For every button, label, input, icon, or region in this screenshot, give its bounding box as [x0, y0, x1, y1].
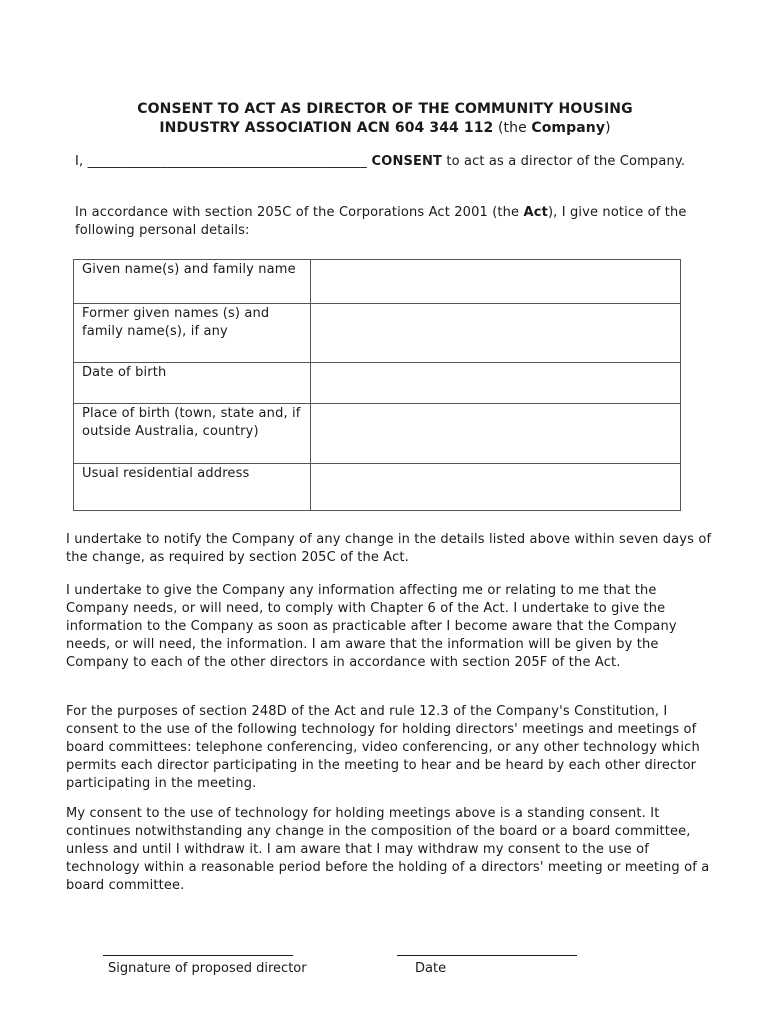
row-label-place-of-birth: Place of birth (town, state and, if outside Australia, country): [74, 404, 311, 464]
row-value-date-of-birth[interactable]: [310, 363, 680, 404]
intro-part-2: ), I give notice of the following personal details:: [75, 205, 687, 238]
row-label-address: Usual residential address: [74, 464, 311, 511]
title-open: (the: [493, 120, 532, 136]
row-value-given-name[interactable]: [310, 260, 680, 304]
information-paragraph: I undertake to give the Company any information affecting me or relating to me that the Company needs, or will need, to comply with Chapter 6 of the Act. I undertake to give the information to the Company as soon as practicable after I become aware that the Company needs, or will need, the information. I am aware that the information will be given by the Company to each of the other directors in accordance with section 205F of the Act.: [66, 583, 677, 670]
title-company: Company: [531, 120, 606, 136]
title-line-1: CONSENT TO ACT AS DIRECTOR OF THE COMMUNITY HOUSING: [137, 101, 633, 117]
technology-paragraph: For the purposes of section 248D of the Act and rule 12.3 of the Company's Constitution, I consent to the use of the following technology for holding directors' meetings and meetings of board committees: telephone conferencing, video conferencing, or any other technology which permits each director participating in the meeting to hear and be heard by each other director participating in the meeting.: [66, 704, 700, 791]
director-signature-line[interactable]: [103, 955, 293, 956]
date-label: Date: [415, 961, 447, 976]
intro-act: Act: [523, 205, 548, 220]
table-row: [74, 260, 681, 304]
row-label-former-names: Former given names (s) and family name(s), if any: [74, 304, 311, 363]
notify-paragraph: I undertake to notify the Company of any change in the details listed above within seven days of the change, as required by section 205C of the Act.: [66, 532, 712, 565]
standing-consent-paragraph: My consent to the use of technology for holding meetings above is a standing consent. It continues notwithstanding any change in the composition of the board or a board committee, unless and until I withdraw it. I am aware that I may withdraw my consent to the use of technology within a reasonable period before the holding of a directors' meeting or meeting of a board committee.: [66, 806, 710, 893]
row-value-place-of-birth[interactable]: [310, 404, 680, 464]
row-label-given-name: Given name(s) and family name: [74, 260, 311, 304]
document-title: [70, 100, 700, 138]
consent-keyword: CONSENT: [366, 154, 443, 169]
intro-paragraph: [75, 204, 715, 240]
consent-prefix: I,: [75, 154, 88, 169]
table-row: [74, 304, 681, 363]
personal-details-table: [73, 259, 681, 511]
title-line-2: INDUSTRY ASSOCIATION ACN 604 344 112: [159, 120, 494, 136]
date-signature-line[interactable]: [397, 955, 577, 956]
director-signature-label: Signature of proposed director: [108, 961, 307, 976]
table-row: [74, 464, 681, 511]
consent-suffix: to act as a director of the Company.: [442, 154, 686, 169]
row-value-address[interactable]: [310, 464, 680, 511]
row-value-former-names[interactable]: [310, 304, 680, 363]
intro-part-1: In accordance with section 205C of the Corporations Act 2001 (the: [75, 205, 524, 220]
table-row: [74, 404, 681, 464]
consent-statement: [75, 153, 715, 171]
title-close: ): [605, 120, 611, 136]
director-name-blank[interactable]: __________________________________________: [87, 154, 367, 169]
table-row: [74, 363, 681, 404]
row-label-date-of-birth: Date of birth: [74, 363, 311, 404]
